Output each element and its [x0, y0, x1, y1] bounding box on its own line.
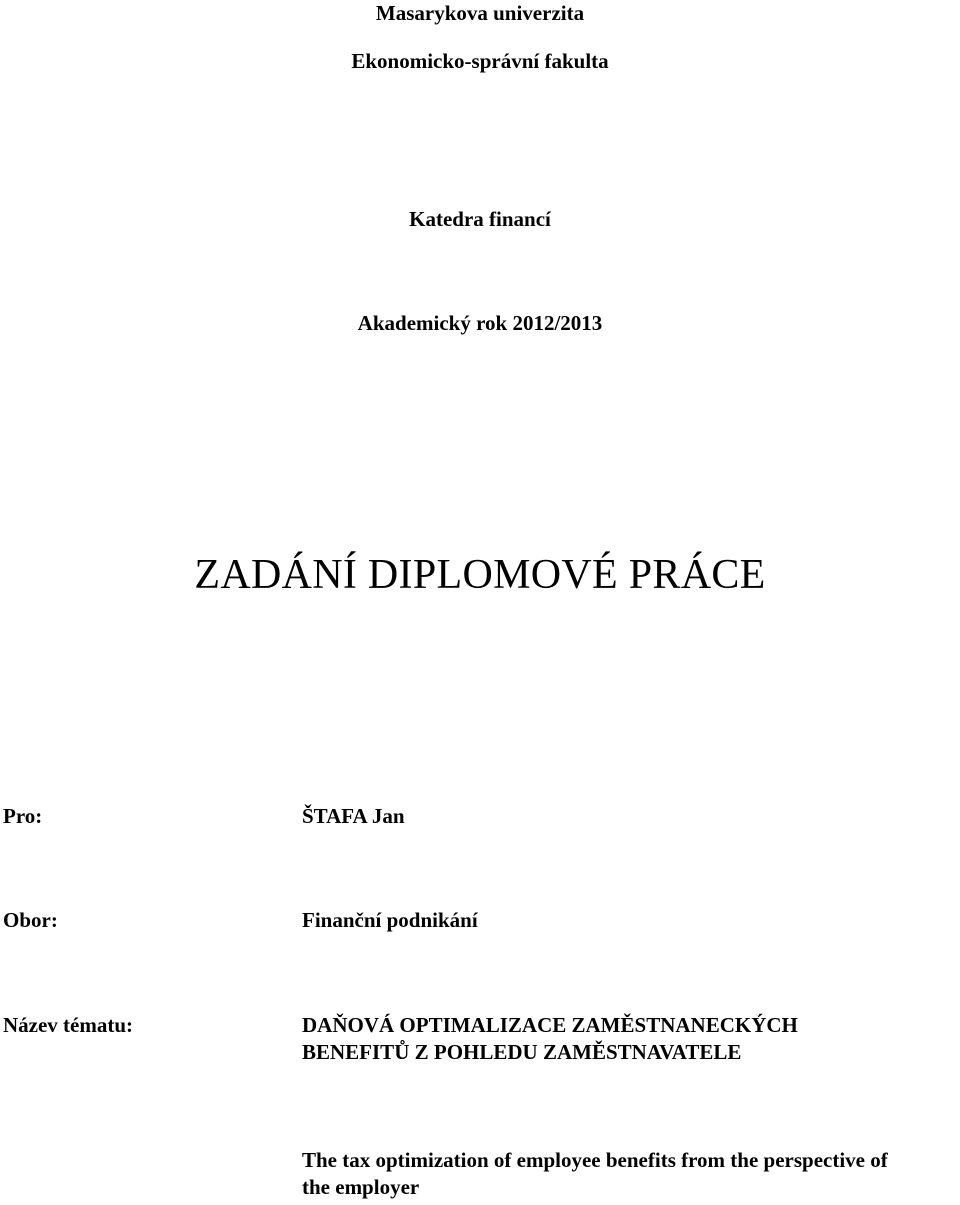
english-title [302, 1147, 957, 1201]
obor-label: Obor: [3, 908, 58, 932]
nazev-line-2: BENEFITŮ Z POHLEDU ZAMĚSTNAVATELE [302, 1040, 742, 1064]
nazev-label: Název tématu: [3, 1013, 134, 1037]
department-name: Katedra financí [409, 207, 551, 231]
nazev-value [302, 1012, 957, 1066]
academic-year: Akademický rok 2012/2013 [357, 311, 603, 335]
faculty-name: Ekonomicko-správní fakulta [351, 49, 609, 73]
english-title-line-1: The tax optimization of employee benefits from the perspective of [302, 1148, 888, 1172]
university-name: Masarykova univerzita [375, 1, 585, 25]
pro-label: Pro: [3, 804, 43, 828]
english-title-line-2: the employer [302, 1175, 420, 1199]
pro-value: ŠTAFA Jan [302, 804, 405, 828]
obor-value: Finanční podnikání [302, 908, 478, 932]
nazev-line-1: DAŇOVÁ OPTIMALIZACE ZAMĚSTNANECKÝCH [302, 1013, 798, 1037]
document-title: ZADÁNÍ DIPLOMOVÉ PRÁCE [194, 552, 766, 598]
